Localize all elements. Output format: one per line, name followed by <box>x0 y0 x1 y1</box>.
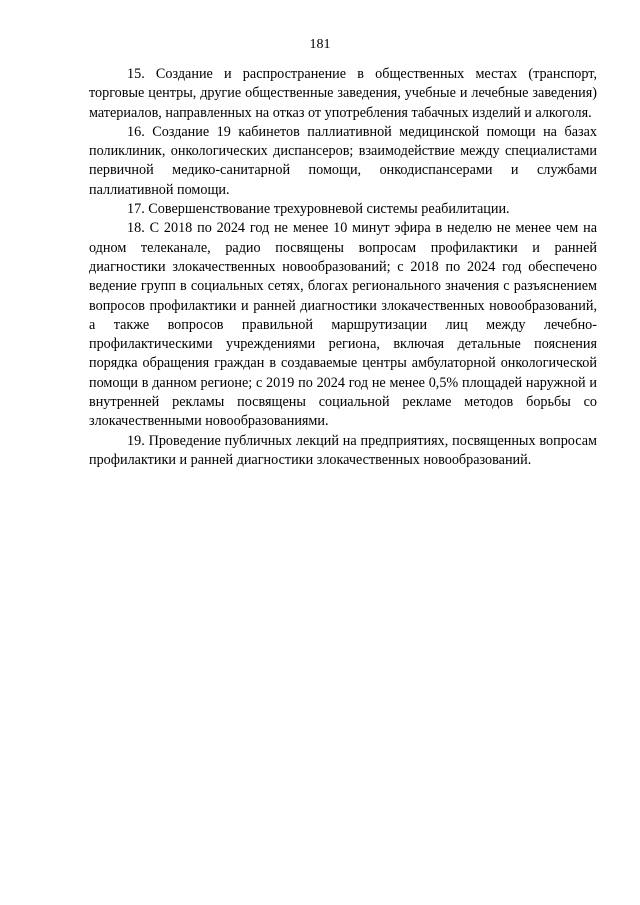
document-body <box>89 65 597 470</box>
paragraph-item-18: 18. С 2018 по 2024 год не менее 10 минут эфира в неделю не менее чем на одном телеканале, радио посвящены вопросам профилактики и ранней диагностики злокачественных новообразований; с 2018 по 2024 год обеспечено ведение групп в социальных сетях, блогах регионального значения с разъяснением вопросов профилактики и ранней диагностики злокачественных новообразований, а также вопросов правильной маршрутизации лиц между лечебно-профилактическими учреждениями региона, включая детальные пояснения порядка обращения граждан в создаваемые центры амбулаторной онкологической помощи в данном регионе; с 2019 по 2024 год не менее 0,5% площадей наружной и внутренней рекламы посвящены социальной рекламе методов борьбы со злокачественными новообразованиями. <box>89 220 597 430</box>
page-number: 181 <box>309 37 331 52</box>
paragraph-item-17: 17. Совершенствование трехуровневой системы реабилитации. <box>127 201 510 218</box>
paragraph-item-16: 16. Создание 19 кабинетов паллиативной медицинской помощи на базах поликлиник, онкологических диспансеров; взаимодействие между специалистами первичной медико-санитарной помощи, онкодиспансерами и службами паллиативной помощи. <box>89 123 597 198</box>
paragraph-item-19: 19. Проведение публичных лекций на предприятиях, посвященных вопросам профилактики и ранней диагностики злокачественных новообразований. <box>89 432 597 468</box>
paragraph-item-15: 15. Создание и распространение в общественных местах (транспорт, торговые центры, другие общественные заведения, учебные и лечебные заведения) материалов, направленных на отказ от употребления табачных изделий и алкоголя. <box>89 66 597 121</box>
